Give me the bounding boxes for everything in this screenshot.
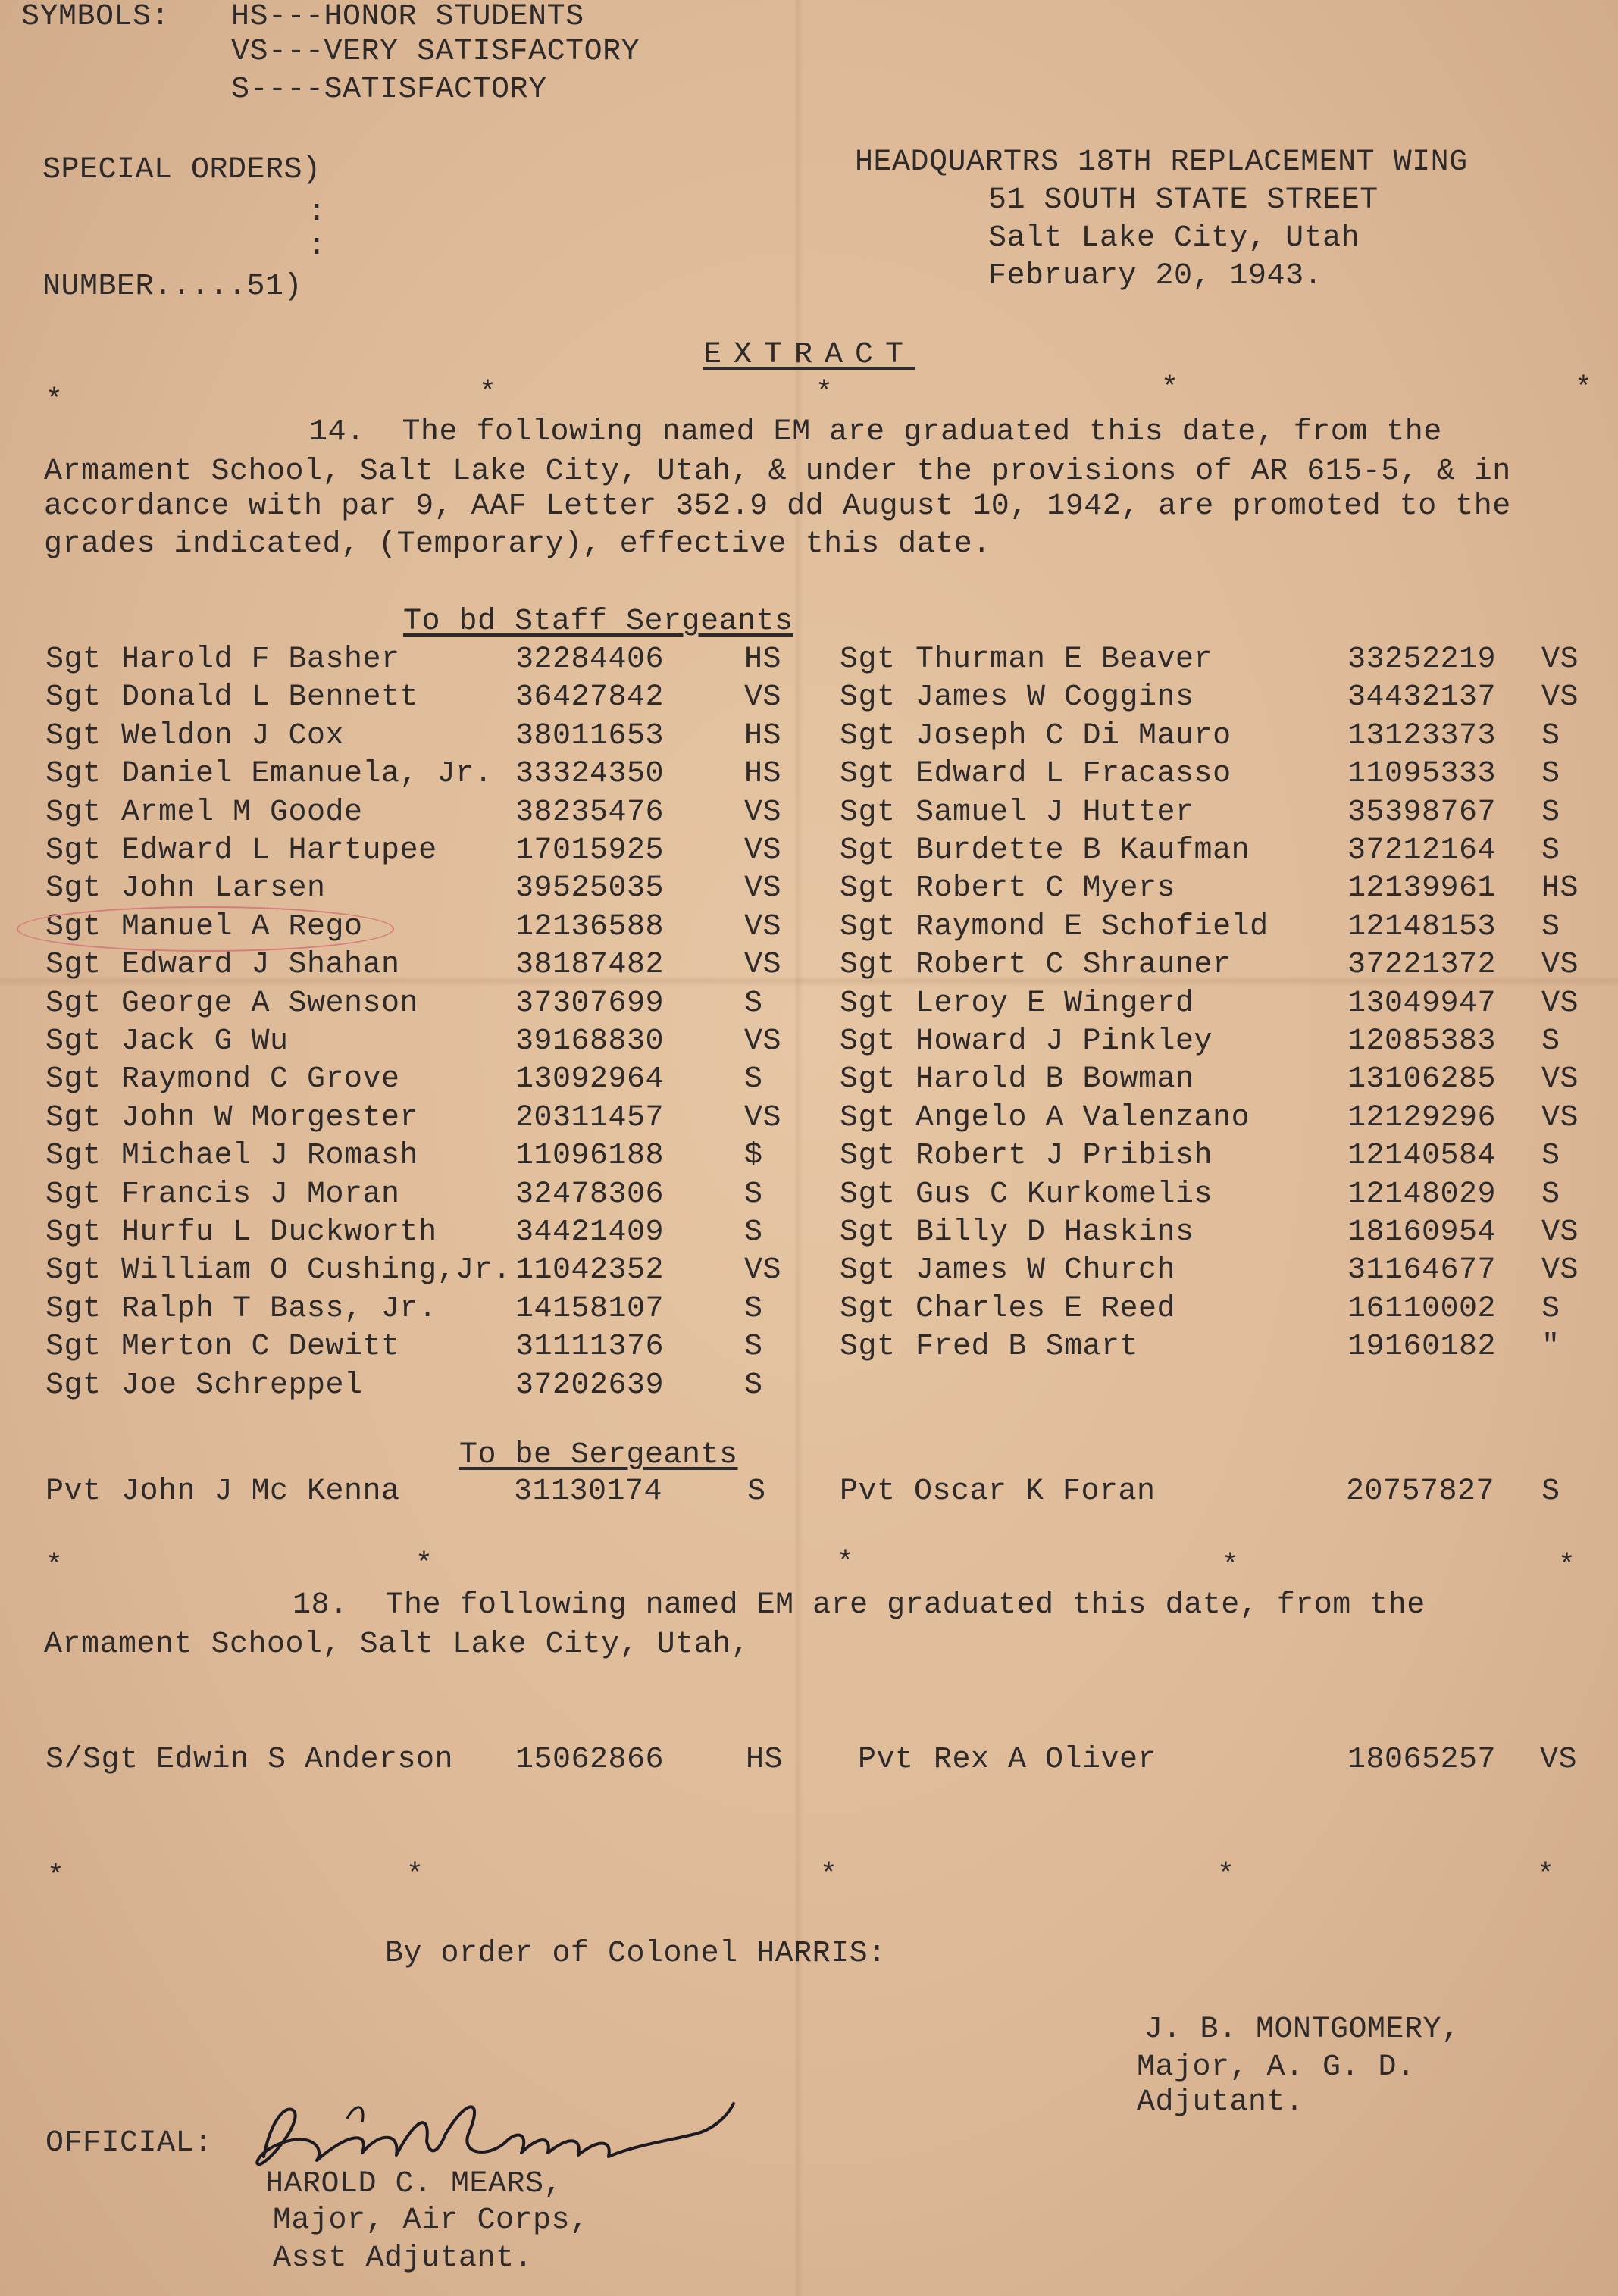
soldier-name: Leroy E Wingerd bbox=[915, 986, 1194, 1021]
soldier-name: Francis J Moran bbox=[121, 1177, 400, 1212]
rank: Sgt bbox=[840, 643, 896, 677]
symbols-line-s: S----SATISFACTORY bbox=[231, 73, 547, 107]
rank: Sgt bbox=[45, 1024, 102, 1059]
symbols-line-hs: HS---HONOR STUDENTS bbox=[231, 0, 584, 34]
rank: Sgt bbox=[840, 1100, 896, 1135]
soldier-name: Rex A Oliver bbox=[934, 1743, 1157, 1777]
rank: Sgt bbox=[840, 1291, 896, 1326]
table-row bbox=[0, 834, 1618, 871]
rank: Sgt bbox=[840, 1062, 896, 1097]
table-row bbox=[0, 757, 1618, 795]
serial-number: 13123373 bbox=[1347, 718, 1497, 753]
serial-number: 14158107 bbox=[515, 1291, 665, 1326]
rank: Sgt bbox=[45, 1291, 102, 1326]
soldier-name: Hurfu L Duckworth bbox=[121, 1215, 437, 1250]
serial-number: 17015925 bbox=[515, 834, 665, 868]
soldier-name: William O Cushing,Jr. bbox=[121, 1253, 512, 1288]
serial-number: 35398767 bbox=[1347, 795, 1497, 830]
extract-title: EXTRACT bbox=[703, 338, 916, 372]
soldier-name: Howard J Pinkley bbox=[915, 1024, 1213, 1059]
serial-number: 16110002 bbox=[1347, 1291, 1497, 1326]
table-row bbox=[0, 1475, 1618, 1512]
soldier-name: Burdette B Kaufman bbox=[915, 834, 1250, 868]
grade: S bbox=[744, 1215, 763, 1250]
soldier-name: Donald L Bennett bbox=[121, 680, 419, 715]
rank: Sgt bbox=[840, 948, 896, 983]
serial-number: 19160182 bbox=[1347, 1330, 1497, 1365]
table-row bbox=[0, 871, 1618, 909]
grade: $ bbox=[744, 1139, 763, 1174]
serial-number: 37221372 bbox=[1347, 948, 1497, 983]
serial-number: 39525035 bbox=[515, 871, 665, 906]
soldier-name: George A Swenson bbox=[121, 986, 419, 1021]
grade: VS bbox=[744, 1024, 782, 1059]
rank: Sgt bbox=[45, 1368, 102, 1403]
serial-number: 33252219 bbox=[1347, 643, 1497, 677]
soldier-name: Angelo A Valenzano bbox=[915, 1100, 1250, 1135]
table-row bbox=[0, 948, 1618, 986]
serial-number: 37212164 bbox=[1347, 834, 1497, 868]
rank: Pvt bbox=[858, 1743, 914, 1777]
rank: Sgt bbox=[45, 909, 102, 944]
table-row bbox=[0, 1024, 1618, 1062]
serial-number: 36427842 bbox=[515, 680, 665, 715]
grade: VS bbox=[1541, 1215, 1579, 1250]
star-divider: * bbox=[1161, 372, 1178, 405]
rank: Sgt bbox=[840, 1215, 896, 1250]
soldier-name: Weldon J Cox bbox=[121, 718, 345, 753]
grade: VS bbox=[744, 871, 782, 906]
star-divider: * bbox=[820, 1859, 837, 1891]
table-row bbox=[0, 1253, 1618, 1291]
serial-number: 13049947 bbox=[1347, 986, 1497, 1021]
rank: Sgt bbox=[45, 1330, 102, 1365]
soldier-name: John Larsen bbox=[121, 871, 326, 906]
serial-number: 12139961 bbox=[1347, 871, 1497, 906]
rank: Sgt bbox=[840, 1177, 896, 1212]
rank: Sgt bbox=[45, 1177, 102, 1212]
para14-line-3: accordance with par 9, AAF Letter 352.9 dd August 10, 1942, are promoted to the bbox=[44, 490, 1511, 524]
orders-colon-2: : bbox=[308, 230, 327, 264]
hq-line-2: 51 SOUTH STATE STREET bbox=[988, 183, 1379, 217]
soldier-name: Edward L Fracasso bbox=[915, 757, 1231, 792]
grade: VS bbox=[744, 909, 782, 944]
rank: Sgt bbox=[840, 871, 896, 906]
grade: VS bbox=[1541, 1062, 1579, 1097]
table-row bbox=[0, 1178, 1618, 1215]
serial-number: 12140584 bbox=[1347, 1139, 1497, 1174]
table-row bbox=[0, 1062, 1618, 1100]
soldier-name: Merton C Dewitt bbox=[121, 1330, 400, 1365]
soldier-name: Billy D Haskins bbox=[915, 1215, 1194, 1250]
serial-number: 12148029 bbox=[1347, 1177, 1497, 1212]
star-divider: * bbox=[1222, 1550, 1239, 1582]
serial-number: 37307699 bbox=[515, 986, 665, 1021]
soldier-name: John J Mc Kenna bbox=[121, 1475, 400, 1509]
table-row bbox=[0, 719, 1618, 757]
hq-date: February 20, 1943. bbox=[988, 259, 1323, 293]
serial-number: 33324350 bbox=[515, 757, 665, 792]
grade: HS bbox=[1541, 871, 1579, 906]
serial-number: 12136588 bbox=[515, 909, 665, 944]
soldier-name: Harold B Bowman bbox=[915, 1062, 1194, 1097]
table-row bbox=[0, 1101, 1618, 1139]
serial-number: 38235476 bbox=[515, 795, 665, 830]
serial-number: 31130174 bbox=[514, 1475, 663, 1509]
grade: S bbox=[744, 1177, 763, 1212]
rank: Sgt bbox=[840, 718, 896, 753]
soldier-name: Fred B Smart bbox=[915, 1330, 1139, 1365]
star-divider: * bbox=[1558, 1550, 1576, 1582]
grade: HS bbox=[746, 1743, 784, 1777]
grade: S bbox=[1541, 1024, 1560, 1059]
soldier-name: Joe Schreppel bbox=[121, 1368, 363, 1403]
grade: S bbox=[744, 986, 763, 1021]
rank: Sgt bbox=[840, 1253, 896, 1288]
soldier-name: Samuel J Hutter bbox=[915, 795, 1194, 830]
grade: VS bbox=[744, 948, 782, 983]
grade: " bbox=[1541, 1330, 1560, 1365]
grade: S bbox=[1541, 1177, 1560, 1212]
grade: S bbox=[1541, 1475, 1560, 1509]
official-rank: Major, Air Corps, bbox=[273, 2204, 589, 2238]
grade: S bbox=[744, 1062, 763, 1097]
soldier-name: James W Church bbox=[915, 1253, 1176, 1288]
grade: VS bbox=[744, 834, 782, 868]
rank: Sgt bbox=[45, 795, 102, 830]
grade: S bbox=[744, 1368, 763, 1403]
soldier-name: James W Coggins bbox=[915, 680, 1194, 715]
rank: Pvt bbox=[840, 1475, 896, 1509]
grade: VS bbox=[1540, 1743, 1578, 1777]
table-row bbox=[0, 796, 1618, 834]
rank: Sgt bbox=[45, 643, 102, 677]
rank: Sgt bbox=[840, 680, 896, 715]
table-row bbox=[0, 1743, 1618, 1781]
table-row bbox=[0, 1139, 1618, 1177]
rank: Sgt bbox=[45, 1253, 102, 1288]
highlight-circle bbox=[17, 906, 394, 952]
serial-number: 39168830 bbox=[515, 1024, 665, 1059]
rank: Sgt bbox=[45, 986, 102, 1021]
table-row bbox=[0, 987, 1618, 1024]
serial-number: 38187482 bbox=[515, 948, 665, 983]
rank: Sgt bbox=[840, 909, 896, 944]
serial-number: 18160954 bbox=[1347, 1215, 1497, 1250]
soldier-name: Raymond E Schofield bbox=[915, 909, 1269, 944]
adjutant-title: Adjutant. bbox=[1137, 2085, 1304, 2119]
table-row bbox=[0, 680, 1618, 718]
rank: Sgt bbox=[840, 795, 896, 830]
rank: Sgt bbox=[45, 834, 102, 868]
serial-number: 12148153 bbox=[1347, 909, 1497, 944]
serial-number: 11042352 bbox=[515, 1253, 665, 1288]
grade: HS bbox=[744, 757, 782, 792]
star-divider: * bbox=[406, 1859, 424, 1891]
grade: VS bbox=[1541, 1100, 1579, 1135]
soldier-name: Daniel Emanuela, Jr. bbox=[121, 757, 493, 792]
grade: S bbox=[1541, 834, 1560, 868]
soldier-name: Edward J Shahan bbox=[121, 948, 400, 983]
para14-line-2: Armament School, Salt Lake City, Utah, & under the provisions of AR 615-5, & in bbox=[44, 455, 1511, 489]
grade: VS bbox=[1541, 643, 1579, 677]
soldier-name: Manuel A Rego bbox=[121, 909, 363, 944]
star-divider: * bbox=[45, 384, 63, 417]
rank: Sgt bbox=[840, 1024, 896, 1059]
staff-sergeants-heading: To bd Staff Sergeants bbox=[403, 605, 793, 639]
soldier-name: John W Morgester bbox=[121, 1100, 419, 1135]
serial-number: 11096188 bbox=[515, 1139, 665, 1174]
official-title: Asst Adjutant. bbox=[273, 2241, 534, 2276]
rank: Sgt bbox=[45, 1062, 102, 1097]
star-divider: * bbox=[1537, 1859, 1554, 1891]
serial-number: 18065257 bbox=[1347, 1743, 1497, 1777]
grade: S bbox=[1541, 1139, 1560, 1174]
rank: Sgt bbox=[45, 1100, 102, 1135]
serial-number: 31111376 bbox=[515, 1330, 665, 1365]
grade: S bbox=[744, 1330, 763, 1365]
rank: Sgt bbox=[840, 1139, 896, 1174]
para14-line-4: grades indicated, (Temporary), effective this date. bbox=[44, 527, 991, 561]
star-divider: * bbox=[1575, 372, 1592, 405]
rank: Sgt bbox=[45, 718, 102, 753]
grade: HS bbox=[744, 718, 782, 753]
grade: VS bbox=[744, 1253, 782, 1288]
grade: S bbox=[1541, 795, 1560, 830]
star-divider: * bbox=[415, 1548, 433, 1581]
para18-line-2: Armament School, Salt Lake City, Utah, bbox=[44, 1628, 750, 1662]
star-divider: * bbox=[45, 1550, 63, 1582]
rank: Sgt bbox=[45, 1215, 102, 1250]
serial-number: 13106285 bbox=[1347, 1062, 1497, 1097]
table-row bbox=[0, 1330, 1618, 1368]
soldier-name: Raymond C Grove bbox=[121, 1062, 400, 1097]
orders-colon-1: : bbox=[308, 196, 327, 230]
special-orders-label: SPECIAL ORDERS) bbox=[42, 153, 321, 187]
soldier-name: Thurman E Beaver bbox=[915, 643, 1213, 677]
star-divider: * bbox=[1217, 1859, 1235, 1891]
serial-number: 37202639 bbox=[515, 1368, 665, 1403]
star-divider: * bbox=[47, 1860, 64, 1893]
serial-number: 38011653 bbox=[515, 718, 665, 753]
rank: S/Sgt bbox=[45, 1743, 139, 1777]
rank: Sgt bbox=[840, 986, 896, 1021]
rank: Sgt bbox=[45, 757, 102, 792]
hq-line-3: Salt Lake City, Utah bbox=[988, 221, 1360, 255]
soldier-name: Oscar K Foran bbox=[914, 1475, 1156, 1509]
soldier-name: Joseph C Di Mauro bbox=[915, 718, 1231, 753]
grade: S bbox=[747, 1475, 766, 1509]
grade: HS bbox=[744, 643, 782, 677]
serial-number: 12129296 bbox=[1347, 1100, 1497, 1135]
official-name: HAROLD C. MEARS, bbox=[265, 2167, 563, 2201]
grade: S bbox=[1541, 757, 1560, 792]
serial-number: 13092964 bbox=[515, 1062, 665, 1097]
para14-line-1: 14. The following named EM are graduated this date, from the bbox=[309, 415, 1442, 449]
soldier-name: Armel M Goode bbox=[121, 795, 363, 830]
soldier-name: Harold F Basher bbox=[121, 643, 400, 677]
grade: VS bbox=[1541, 680, 1579, 715]
sergeants-heading: To be Sergeants bbox=[459, 1438, 738, 1472]
orders-number: NUMBER.....51) bbox=[42, 270, 303, 304]
serial-number: 32284406 bbox=[515, 643, 665, 677]
adjutant-name: J. B. MONTGOMERY, bbox=[1144, 2013, 1460, 2047]
soldier-name: Gus C Kurkomelis bbox=[915, 1177, 1213, 1212]
rank: Sgt bbox=[45, 871, 102, 906]
star-divider: * bbox=[815, 377, 833, 409]
rank: Pvt bbox=[45, 1475, 102, 1509]
rank: Sgt bbox=[45, 680, 102, 715]
soldier-name: Robert C Myers bbox=[915, 871, 1176, 906]
table-row bbox=[0, 1369, 1618, 1406]
grade: VS bbox=[744, 680, 782, 715]
soldier-name: Ralph T Bass, Jr. bbox=[121, 1291, 437, 1326]
serial-number: 12085383 bbox=[1347, 1024, 1497, 1059]
grade: S bbox=[744, 1291, 763, 1326]
star-divider: * bbox=[837, 1547, 854, 1579]
soldier-name: Charles E Reed bbox=[915, 1291, 1176, 1326]
grade: S bbox=[1541, 718, 1560, 753]
soldier-name: Edwin S Anderson bbox=[156, 1743, 454, 1777]
rank: Sgt bbox=[840, 834, 896, 868]
rank: Sgt bbox=[840, 1330, 896, 1365]
soldier-name: Robert J Pribish bbox=[915, 1139, 1213, 1174]
soldier-name: Jack G Wu bbox=[121, 1024, 289, 1059]
serial-number: 34432137 bbox=[1347, 680, 1497, 715]
hq-line-1: HEADQUARTRS 18TH REPLACEMENT WING bbox=[855, 145, 1468, 180]
official-label: OFFICIAL: bbox=[45, 2126, 213, 2160]
rank: Sgt bbox=[840, 757, 896, 792]
serial-number: 15062866 bbox=[515, 1743, 665, 1777]
rank: Sgt bbox=[45, 1139, 102, 1174]
serial-number: 20757827 bbox=[1346, 1475, 1495, 1509]
star-divider: * bbox=[479, 377, 496, 409]
serial-number: 32478306 bbox=[515, 1177, 665, 1212]
grade: VS bbox=[1541, 1253, 1579, 1288]
para18-line-1: 18. The following named EM are graduated this date, from the bbox=[293, 1588, 1426, 1622]
grade: VS bbox=[1541, 986, 1579, 1021]
serial-number: 11095333 bbox=[1347, 757, 1497, 792]
symbols-line-vs: VS---VERY SATISFACTORY bbox=[231, 35, 640, 69]
grade: VS bbox=[744, 795, 782, 830]
table-row bbox=[0, 643, 1618, 680]
soldier-name: Robert C Shrauner bbox=[915, 948, 1231, 983]
grade: S bbox=[1541, 1291, 1560, 1326]
soldier-name: Edward L Hartupee bbox=[121, 834, 437, 868]
table-row bbox=[0, 1215, 1618, 1253]
serial-number: 31164677 bbox=[1347, 1253, 1497, 1288]
rank: Sgt bbox=[45, 948, 102, 983]
serial-number: 34421409 bbox=[515, 1215, 665, 1250]
soldier-name: Michael J Romash bbox=[121, 1139, 419, 1174]
grade: S bbox=[1541, 909, 1560, 944]
by-order-line: By order of Colonel HARRIS: bbox=[385, 1937, 887, 1971]
symbols-heading: SYMBOLS: bbox=[21, 0, 171, 34]
table-row bbox=[0, 1292, 1618, 1330]
serial-number: 20311457 bbox=[515, 1100, 665, 1135]
adjutant-rank: Major, A. G. D. bbox=[1137, 2050, 1416, 2085]
grade: VS bbox=[1541, 948, 1579, 983]
grade: VS bbox=[744, 1100, 782, 1135]
